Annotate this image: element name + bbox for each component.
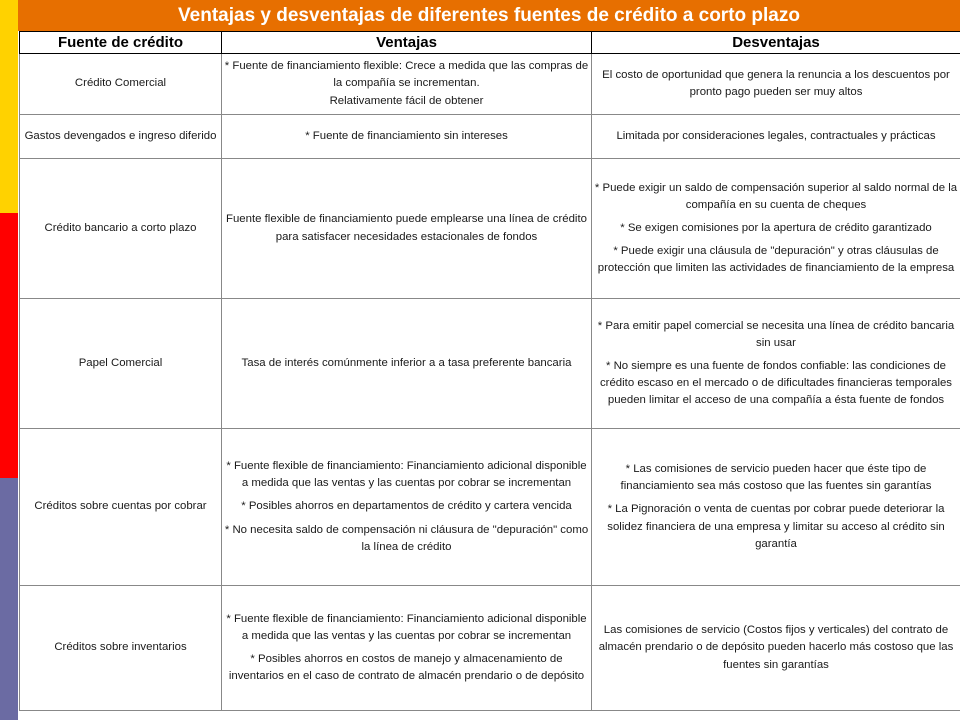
disadvantage-item: Las comisiones de servicio (Costos fijos y verticales) del contrato de almacén prendario o de depósito pueden hacerlo más costoso que las fuentes sin garantías [598, 624, 954, 671]
disadvantages-cell [592, 299, 960, 429]
table-header-row [20, 32, 960, 54]
disadvantage-item: * No siempre es una fuente de fondos confiable: las condiciones de crédito escaso en el mercado o de dificultades financieras temporales pueden limitar el acceso de una compañía a ésta fuente de fondos [599, 359, 953, 407]
advantage-item: Relativamente fácil de obtener [329, 94, 484, 107]
disadvantages-cell [592, 159, 960, 299]
table-row [20, 115, 960, 159]
disadvantage-item: * Las comisiones de servicio pueden hacer que éste tipo de financiamiento sea más costoso que las fuentes sin garantías [620, 463, 932, 493]
source-cell: Créditos sobre cuentas por cobrar [20, 429, 222, 586]
source-cell: Créditos sobre inventarios [20, 586, 222, 711]
disadvantage-item: El costo de oportunidad que genera la renuncia a los descuentos por pronto pago pueden ser muy altos [602, 68, 950, 98]
sidebar-purple-block [0, 478, 18, 720]
header-source: Fuente de crédito [20, 32, 222, 54]
table-row [20, 429, 960, 586]
source-cell: Crédito Comercial [20, 54, 222, 115]
disadvantage-item: * Se exigen comisiones por la apertura de crédito garantizado [620, 221, 932, 234]
advantages-cell [222, 54, 592, 115]
header-disadvantages: Desventajas [592, 32, 960, 54]
advantage-item: * Posibles ahorros en costos de manejo y almacenamiento de inventarios en el caso de contrato de almacén prendario o de depósito [228, 653, 585, 683]
disadvantage-item: * Puede exigir una cláusula de "depuración" y otras cláusulas de protección que limiten las actividades de financiamiento de la empresa [597, 245, 955, 275]
page-title: Ventajas y desventajas de diferentes fuentes de crédito a corto plazo [18, 0, 960, 31]
table-row [20, 586, 960, 711]
advantage-item: * Fuente de financiamiento flexible: Crece a medida que las compras de la compañía se incrementan. [224, 60, 589, 90]
advantages-cell [222, 299, 592, 429]
disadvantages-cell [592, 429, 960, 586]
disadvantage-item: * La Pignoración o venta de cuentas por cobrar puede deteriorar la solidez financiera de una empresa y limitar su acceso al crédito sin garantía [607, 503, 945, 550]
advantages-cell [222, 586, 592, 711]
source-cell: Gastos devengados e ingreso diferido [20, 115, 222, 159]
disadvantages-cell [592, 115, 960, 159]
advantage-item: * Posibles ahorros en departamentos de crédito y cartera vencida [241, 500, 572, 513]
advantage-item: Tasa de interés comúnmente inferior a a tasa preferente bancaria [241, 356, 572, 369]
advantages-cell [222, 429, 592, 586]
source-cell: Papel Comercial [20, 299, 222, 429]
disadvantages-cell [592, 54, 960, 115]
advantage-item: * Fuente de financiamiento sin intereses [305, 129, 508, 142]
disadvantages-cell [592, 586, 960, 711]
disadvantage-item: Limitada por consideraciones legales, contractuales y prácticas [616, 129, 936, 142]
advantage-item: * Fuente flexible de financiamiento: Financiamiento adicional disponible a medida que las ventas y las cuentas por cobrar se incrementan [226, 612, 587, 642]
advantage-item: * Fuente flexible de financiamiento: Financiamiento adicional disponible a medida que las ventas y las cuentas por cobrar se incrementan [226, 460, 587, 490]
advantage-item: Fuente flexible de financiamiento puede emplearse una línea de crédito para satisfacer necesidades estacionales de fondos [226, 213, 587, 243]
decorative-sidebar [0, 0, 18, 720]
table-row [20, 299, 960, 429]
source-cell: Crédito bancario a corto plazo [20, 159, 222, 299]
header-advantages: Ventajas [222, 32, 592, 54]
table-row [20, 54, 960, 115]
disadvantage-item: * Para emitir papel comercial se necesita una línea de crédito bancaria sin usar [597, 319, 955, 349]
table-row [20, 159, 960, 299]
advantage-item: * No necesita saldo de compensación ni cláusura de "depuración" como la línea de crédito [224, 523, 589, 553]
disadvantage-item: * Puede exigir un saldo de compensación superior al saldo normal de la compañía en su cuenta de cheques [594, 181, 958, 211]
sidebar-yellow-block [0, 0, 18, 213]
credit-sources-table [19, 31, 960, 711]
sidebar-red-block [0, 213, 18, 478]
advantages-cell [222, 115, 592, 159]
advantages-cell [222, 159, 592, 299]
